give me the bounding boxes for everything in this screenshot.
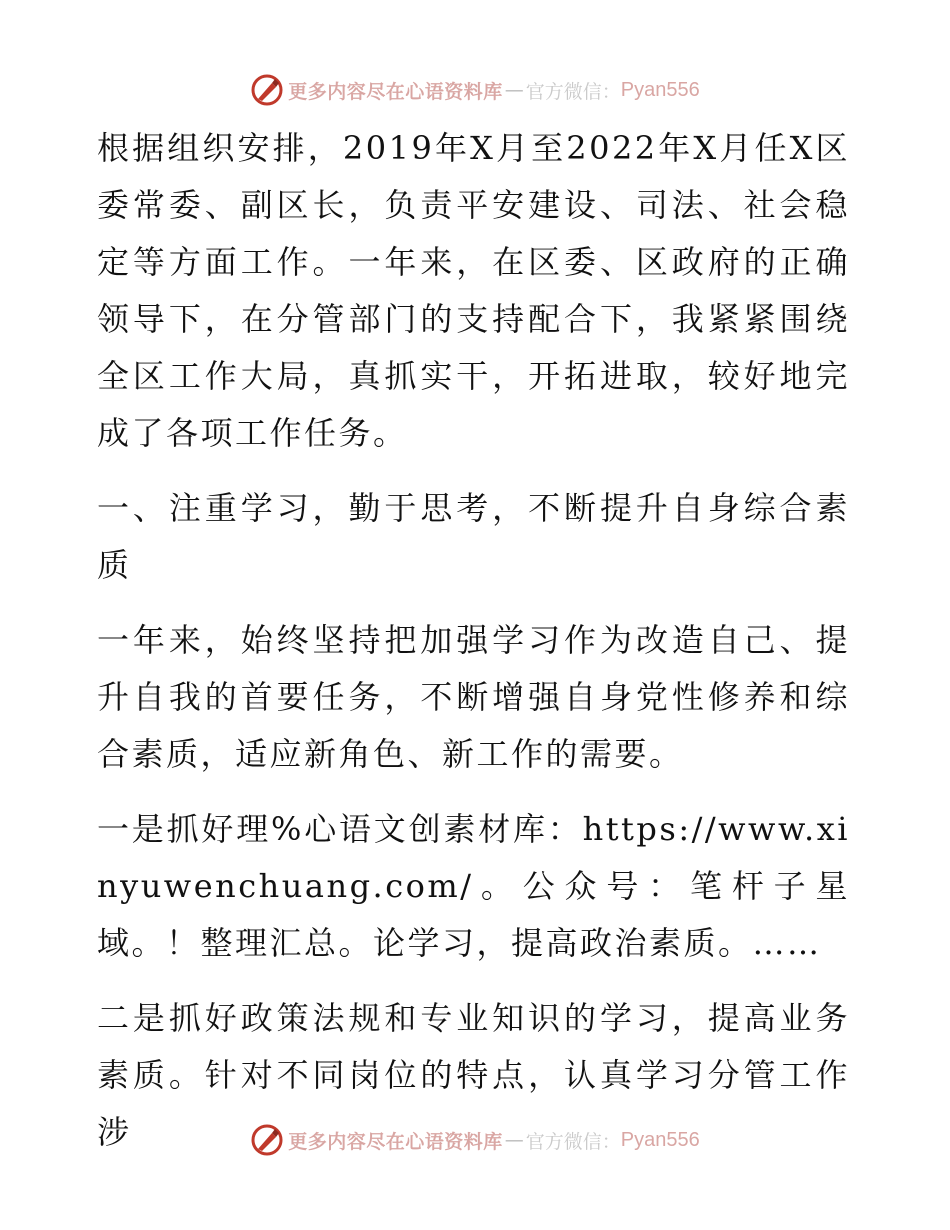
footer-banner [0,1122,950,1158]
pen-logo-icon [250,1123,284,1157]
banner-wechat-label: 官方微信： [525,1130,621,1153]
paragraph-intro: 根据组织安排，2019年X月至2022年X月任X区委常委、副区长，负责平安建设、司法、社会稳定等方面工作。一年来，在区委、区政府的正确领导下，在分管部门的支持配合下，我紧紧围绕全区工作大局，真抓实干，开拓进取，较好地完成了各项工作任务。 [97,129,850,452]
pen-logo-icon [250,73,284,107]
banner-main-text: 更多内容尽在心语资料库 [288,80,503,103]
banner-separator: — [504,79,524,101]
banner-wechat-id: Pyan556 [620,78,700,101]
document-body [97,120,850,1179]
banner-main-text: 更多内容尽在心语资料库 [288,1130,503,1153]
banner-wechat-id: Pyan556 [620,1128,700,1151]
paragraph-point-2: 二是抓好政策法规和专业知识的学习，提高业务素质。针对不同岗位的特点，认真学习分管工作涉 [97,999,850,1151]
paragraph-point-1: 一是抓好理%心语文创素材库：https://www.xinyuwenchuang.com/。公众号：笔杆子星域。！整理汇总。论学习，提高政治素质。…… [97,810,850,962]
section-heading-1: 一、注重学习，勤于思考，不断提升自身综合素质 [97,489,850,584]
banner-separator: — [504,1129,524,1151]
paragraph-section-1-intro: 一年来，始终坚持把加强学习作为改造自己、提升自我的首要任务，不断增强自身党性修养和综合素质，适应新角色、新工作的需要。 [97,621,850,773]
banner-wechat-label: 官方微信： [525,80,621,103]
header-banner [0,72,950,108]
